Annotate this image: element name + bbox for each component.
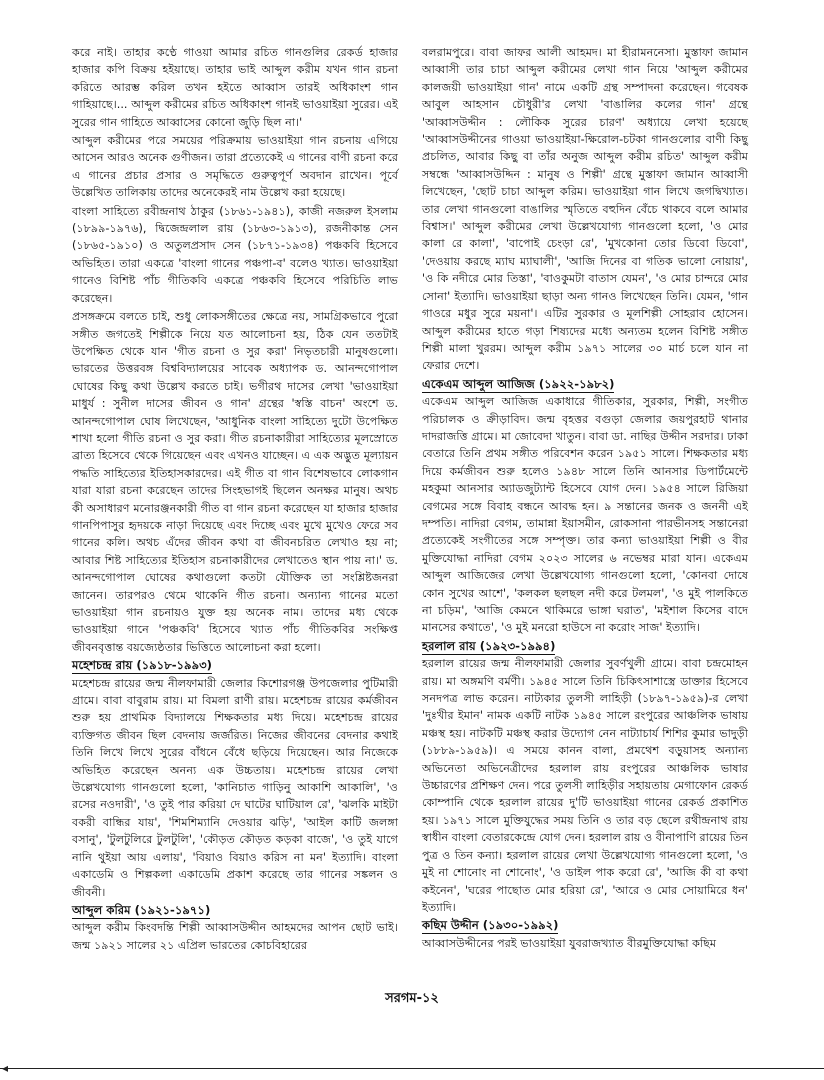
paragraph: হরলাল রায়ের জন্ম নীলফামারী জেলার সুবর্ণখুলী গ্রামে। বাবা চন্দ্রমোহন রায়। মা অঙ্গমণি বর্মণী। ১৯৪৫ সালে তিনি চিকিৎসাশাস্ত্রে ডাক্তার হিসেবে সনদপত্র লাভ করেন। নাট্যকার তুলসী লাহিড়ী (১৮৯৭-১৯৫৯)-র লেখা 'দুঃখীর ইমান' নামক একটি নাটক ১৯৪৫ সালে রংপুরের আঞ্চলিক ভাষায় মঞ্চস্থ হয়। নাটকটি মঞ্চস্থ করার উদ্যোগ নেন নাট্যাচার্য শিশির কুমার ভাদুড়ী (১৮৮৯-১৯৫৯)। এ সময়ে কানন বালা, প্রমথেশ বড়ুয়াসহ অন্যান্য অভিনেতা অভিনেত্রীদের হরলাল রায় রংপুরের আঞ্চলিক ভাষার উচ্চারণের প্রশিক্ষণ দেন। পরে তুলসী লাহিড়ীর সহায়তায় মেগাফোন রেকর্ড কোম্পানি থেকে হরলাল রায়ের দু'টি ভাওয়াইয়া গানের রেকর্ড প্রকাশিত হয়। ১৯৭১ সালে মুক্তিযুদ্ধের সময় তিনি ও তার বড় ছেলে রথীন্দ্রনাথ রায় স্বাধীন বাংলা বেতারকেন্দ্রে যোগ দেন। হরলাল রায় ও বীনাপাণি রায়ের তিন পুত্র ও তিন কন্যা। হরলাল রায়ের লেখা উল্লেখযোগ্য গানগুলো হলো, 'ও মুই না শোনোং না শোনোং', 'ও ডাইল পাক করো রে', 'আজি কী বা কথা কইনেন', 'ঘরের পাছোত মোর হরিয়া রে', 'আরে ও মোর সোয়ামিরে ধন' ইত্যাদি। <box>422 657 748 914</box>
page-number: সরগম-১২ <box>385 991 439 1006</box>
section-heading: আব্দুল করিম (১৯২১-১৯৭১) <box>72 902 211 917</box>
right-column <box>422 44 748 952</box>
left-column <box>72 44 398 954</box>
paragraph: আব্দুল করীম কিংবদন্তি শিল্পী আব্বাসউদ্দীন আহমদের আপন ছোট ভাই। জন্ম ১৯২১ সালের ২১ এপ্রিল ভারতের কোচবিহারের <box>72 921 398 952</box>
paragraph: মহেশচন্দ্র রায়ের জন্ম নীলফামারী জেলার কিশোরগঞ্জ উপজেলার পুটিমারী গ্রামে। বাবা বাবুরাম রায়। মা বিমলা রাণী রায়। মহেশচন্দ্র রায়ের কর্মজীবন শুরু হয় প্রাথমিক বিদ্যালয়ে শিক্ষকতার মধ্য দিয়ে। মহেশচন্দ্র রায়ের ব্যক্তিগত জীবন ছিল বেদনায় জর্জরিত। নিজের জীবনের বেদনার কথাই তিনি লিখে লিখে সুরের বাঁধনে বেঁধে ছড়িয়ে দিয়েছেন। আর নিজেকে অভিহিত করেছেন অনন্য এক উচ্চতায়। মহেশচন্দ্র রায়ের লেখা উল্লেখযোগ্য গানগুলো হলো, 'কানিচাত গাড়িনু আকাশি আকালি', 'ও রসের নওদারী', 'ও তুই পার করিয়া দে ঘাটের ঘাটিয়াল রে', 'ঝলকি মাইটা বকরী বান্ধির যায়', 'শিমশিম্যানি দেওয়ার ঝড়ি', 'আইল কাটি জলঙ্গা বসানু', 'টুলটুলিরে টুলটুলি', 'কৌড়ত কৌড়ত কড়কা বাজে', 'ও তুই যাগে নানি থুইয়া আয় এলায়', 'বিয়াও বিয়াও করিস না মন' ইত্যাদি। বাংলা একাডেমি ও শিল্পকলা একাডেমি প্রকাশ করেছে তার গানের সঙ্কলন ও জীবনী। <box>72 676 398 899</box>
paragraph: আব্দুল করীমের পরে সময়ের পরিক্রমায় ভাওয়াইয়া গান রচনায় এগিয়ে আসেন আরও অনেক গুণীজন। তারা প্রত্যেকেই এ গানের বাণী রচনা করে এ গানের প্রচার প্রসার ও সমৃদ্ধিতে গুরুত্বপূর্ণ অবদান রাখেন। পূর্বে উল্লেখিত তালিকায় তাদের অনেকেরই নাম উল্লেখ করা হয়েছে। <box>72 134 398 200</box>
paragraph: একেএম আব্দুল আজিজ একাধারে গীতিকার, সুরকার, শিল্পী, সংগীত পরিচালক ও ক্রীড়াবিদ। জন্ম বৃহত্তর বগুড়া জেলার জয়পুরহাট থানার দাদরাজত্তি গ্রামে। মা জোবেদা খাতুন। বাবা ডা. নাছির উদ্দীন সরদার। ঢাকা বেতারে তিনি প্রথম সঙ্গীত পরিবেশন করেন ১৯৫১ সালে। শিক্ষকতার মধ্য দিয়ে কর্মজীবন শুরু হলেও ১৯৪৮ সালে তিনি আনসার ডিপার্টমেন্টে মহকুমা আনসার অ্যাডজুট্যান্ট হিসেবে যোগ দেন। ১৯৫৪ সালে রিজিয়া বেগমের সঙ্গে বিবাহ বন্ধনে আবদ্ধ হন। ৯ সন্তানের জনক ও জননী এই দম্পতি। নাদিরা বেগম, তামান্না ইয়াসমীন, রোকসানা পারভীনসহ সন্তানেরা প্রত্যেকেই সংগীতের সঙ্গে সম্পৃক্ত। তার কন্যা ভাওয়াইয়া শিল্পী ও বীর মুক্তিযোদ্ধা নাদিরা বেগম ২০২৩ সালের ৬ নভেম্বর মারা যান। একেএম আব্দুল আজিজের লেখা উল্লেখযোগ্য গানগুলো হলো, 'কোনবা দোষে কোন সুখের আশে', 'কলকল ছলছল নদী করে টলমল', 'ও মুই পালকিতে না চড়িম', 'আজি কেমনে থাকিমরে ভাঙ্গা ঘরাত', 'মইশাল কিসের বাদে মানসের কথাতে', 'ও মুই মনরো হাউসে না করোং সাজ' ইত্যাদি। <box>422 395 748 635</box>
paragraph: বাংলা সাহিত্যে রবীন্দ্রনাথ ঠাকুর (১৮৬১-১৯৪১), কাজী নজরুল ইসলাম (১৮৯৯-১৯৭৬), দ্বিজেন্দ্রলাল রায় (১৮৬৩-১৯১৩), রজনীকান্ত সেন (১৮৬৫-১৯১০) ও অতুলপ্রসাদ সেন (১৮৭১-১৯৩৪) পঞ্চকবি হিসেবে অভিহিত। তারা একত্রে 'বাংলা গানের পঞ্চপা-ব' বলেও খ্যাত। ভাওয়াইয়া গানেও বিশিষ্ট পাঁচ গীতিকবি একত্রে পঞ্চকবি হিসেবে পরিচিতি লাভ করেছেন। <box>72 204 398 305</box>
bottom-rule <box>0 1068 824 1069</box>
paragraph: প্রসঙ্গক্রমে বলতে চাই, শুধু লোকসঙ্গীতের ক্ষেত্রে নয়, সামগ্রিকভাবে পুরো সঙ্গীত জগতেই শিল্পীকে নিয়ে যত আলোচনা হয়, ঠিক যেন ততটাই উপেক্ষিত থেকে যান 'গীত রচনা ও সুর করা' নিভৃতচারী মানুষগুলো। ভারতের উত্তরবঙ্গ বিশ্ববিদ্যালয়ের সাবেক অধ্যাপক ড. আনন্দগোপাল ঘোষের কিছু কথা উল্লেখ করতে চাই। ভগীরথ দাসের লেখা 'ভাওয়াইয়া মাধুর্য : সুনীল দাসের জীবন ও গান' গ্রন্থের 'স্বস্তি বাচন' অংশে ড. আনন্দগোপাল ঘোষ লিখেছেন, 'আধুনিক বাংলা সাহিত্যে দুটো উপেক্ষিত শাখা হলো গীতি রচনা ও সুর করা। গীত রচনাকারীরা সাহিত্যের মূলস্রোতে ব্রাত্য হিসেবে থেকে গিয়েছেন এবং এখনও যাচ্ছেন। এ এক অদ্ভুত মূল্যায়ন পদ্ধতি সাহিত্যের ইতিহাসকারদের। এই গীত বা গান বিশেষভাবে লোকগান যারা যারা রচনা করেছেন তাদের সিংহভাগই ছিলেন অনক্ষর মানুষ। অথচ কী অসাধারণ মনোরঞ্জনকারী গীত বা গান রচনা করেছেন যা হাজার হাজার গানপিপাসুর হৃদয়কে নাড়া দিয়েছে এবং দিচ্ছে এবং মুখে মুখেও ফেরে সব গানের কলি। অথচ এঁদের জীবন কথা বা জীবনচরিত লেখাও হয় না; আবার শিষ্ট সাহিত্যের ইতিহাস রচনাকারীদের লেখাতেও স্থান পায় না।' ড. আনন্দগোপাল ঘোষের কথাগুলো কতটা যৌক্তিক তা সংশ্লিষ্টজনরা জানেন। তারপরও থেমে থাকেনি গীত রচনা। অন্যান্য গানের মতো ভাওয়াইয়া গান রচনায়ও যুক্ত হয় অনেক নাম। তাদের মধ্য থেকে ভাওয়াইয়া গানে 'পঞ্চকবি' হিসেবে খ্যাত পাঁচ গীতিকবির সংক্ষিপ্ত জীবনবৃত্তান্ত বয়জ্যেষ্ঠতার ভিত্তিতে আলোচনা করা হলো। <box>72 310 398 654</box>
section-heading: মহেশচন্দ্র রায় (১৯১৮-১৯৯৩) <box>72 658 212 673</box>
paragraph: করে নাই। তাহার কণ্ঠে গাওয়া আমার রচিত গানগুলির রেকর্ড হাজার হাজার কপি বিক্রয় হইয়াছে। তাহার ভাই আব্দুল করীম যখন গান রচনা করিতে আরম্ভ করিল তখন হইতে আব্বাস তারই অধিকাংশ গান গাহিয়াছে।... আব্দুল করীমের রচিত অধিকাংশ গানই ভাওয়াইয়া সুরের। এই সুরের গান গাহিতে আব্বাসের কোনো জুড়ি ছিল না।' <box>72 46 398 129</box>
paragraph: আব্বাসউদ্দীনের পরই ভাওয়াইয়া যুবরাজখ্যাত বীরমুক্তিযোদ্ধা কছিম <box>422 936 717 950</box>
section-heading: একেএম আব্দুল আজিজ (১৯২২-১৯৮২) <box>422 376 615 391</box>
paragraph: বলরামপুরে। বাবা জাফর আলী আহমদ। মা হীরামননেসা। মুস্তাফা জামান আব্বাসী তার চাচা আব্দুল করীমের লেখা গান নিয়ে 'আব্দুল করীমের কালজয়ী ভাওয়াইয়া গান' নামে একটি গ্রন্থ সম্পাদনা করেছেন। গবেষক আবুল আহসান চৌধুরী'র লেখা 'বাঙালির কলের গান' গ্রন্থে 'আব্বাসউদ্দীন : লৌকিক সুরের চারণ' অধ্যায়ে লেখা হয়েছে 'আব্বাসউদ্দীনের গাওয়া ভাওয়াইয়া-ক্ষিরোল-চটকা গানগুলোর বাণী কিছু প্রচলিত, আবার কিছু বা তাঁর অনুজ আব্দুল করীম রচিত' আব্দুল করীম সম্বন্ধে 'আব্বাসউদ্দিন : মানুষ ও শিল্পী' গ্রন্থে মুস্তাফা জামান আব্বাসী লিখেছেন, 'ছোট চাচা আব্দুল করিম। ভাওয়াইয়া গান লিখে জগদ্বিখ্যাত। তার লেখা গানগুলো বাঙালির স্মৃতিতে বহুদিন বেঁচে থাকবে বলে আমার বিশ্বাস।' আব্দুল করীমের লেখা উল্লেখযোগ্য গানগুলো হলো, 'ও মোর কালা রে কালা', 'বাপোই চেংড়া রে', 'মুখকোনা তোর ডিবো ডিবো', 'দেওয়ায় করছে ম্যাঘ ম্যাঘালী', 'আজি দিনের বা গতিক ভালো নোয়ায়', 'ও কি নদীরে মোর তিস্তা', 'বাওকুমটা বাতাস যেমন', 'ও মোর চান্দরে মোর সোনা' ইত্যাদি। ভাওয়াইয়া ছাড়া অন্য গানও লিখেছেন তিনি। যেমন, 'গান গাওরে মধুর সুরে ময়না'। এটির সুরকার ও মূলশিল্পী সোহরাব হোসেন। আব্দুল করীমের হাতে গড়া শিষ্যদের মধ্যে অন্যতম হলেন বিশিষ্ট সঙ্গীত শিল্পী মালা খুররম। আব্দুল করীম ১৯৭১ সালের ৩০ মার্চ চলে যান না ফেরার দেশে। <box>422 46 748 373</box>
section-heading: কছিম উদ্দীন (১৯৩০-১৯৯২) <box>422 918 559 933</box>
section-heading: হরলাল রায় (১৯২৩-১৯৯৪) <box>422 638 556 653</box>
